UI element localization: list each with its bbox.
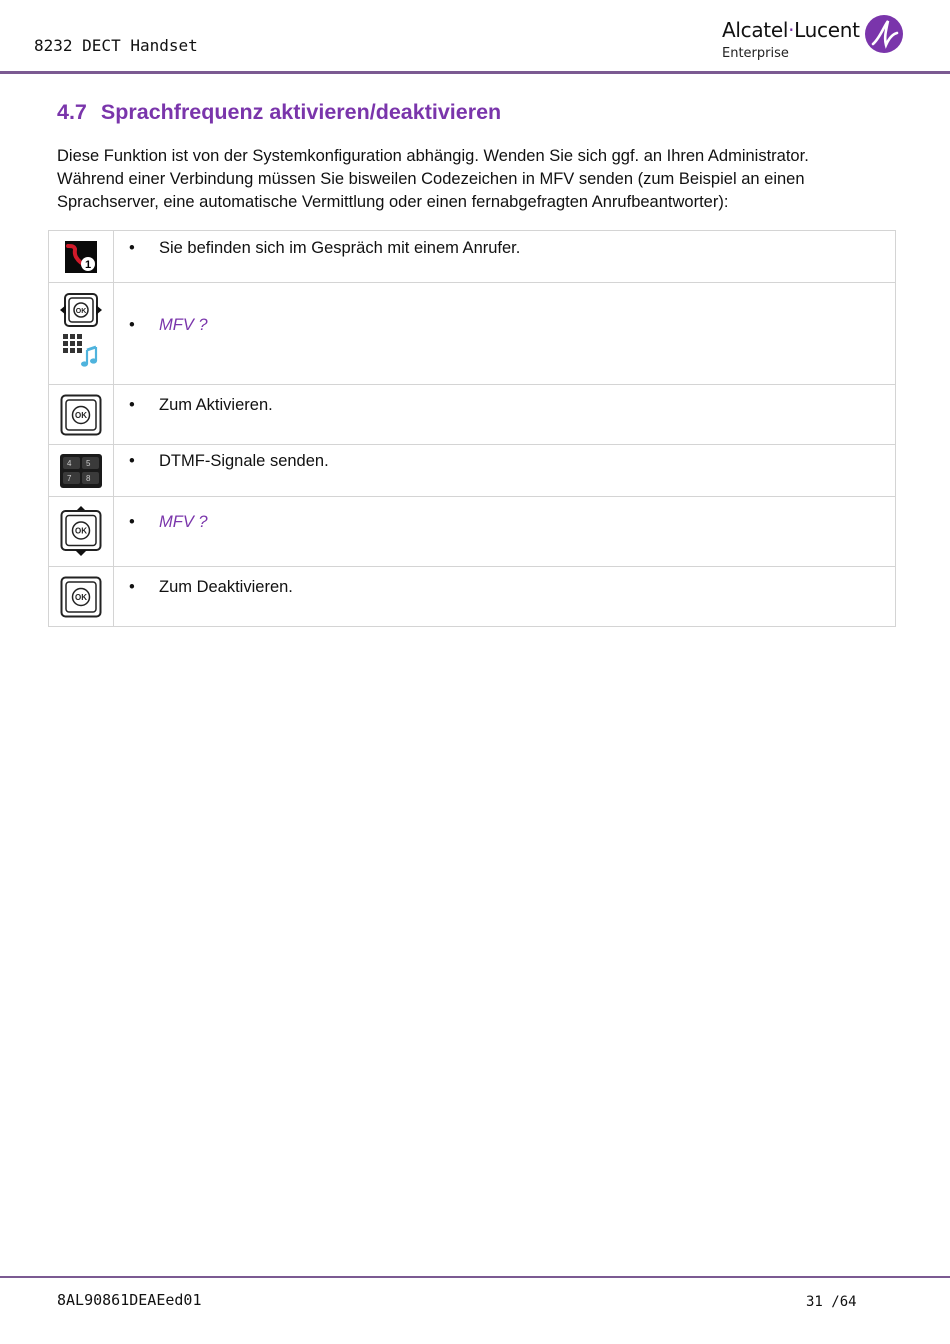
ok-key-icon xyxy=(60,394,102,436)
header-divider xyxy=(0,71,950,74)
step-line xyxy=(129,513,208,532)
step-line xyxy=(129,239,520,258)
text-cell xyxy=(114,283,896,385)
brand-logo xyxy=(720,14,910,66)
step-text: Zum Aktivieren. xyxy=(159,396,273,414)
ok-up-down-icon xyxy=(60,505,102,557)
logo-brand-dot: · xyxy=(788,18,795,42)
step-line xyxy=(129,316,208,335)
logo-wordmark xyxy=(722,18,860,42)
ok-label: OK xyxy=(75,526,87,536)
table-row xyxy=(49,445,896,497)
page-number: 31 /64 xyxy=(806,1294,857,1310)
dial-keypad-icon xyxy=(60,454,102,488)
icon-cell xyxy=(49,445,114,497)
page-header xyxy=(0,0,950,76)
text-cell xyxy=(114,567,896,627)
step-line xyxy=(129,578,293,597)
table-row xyxy=(49,231,896,283)
steps-table xyxy=(48,230,896,627)
bullet: • xyxy=(129,452,135,470)
step-text: Sie befinden sich im Gespräch mit einem Anrufer. xyxy=(159,239,521,257)
keypad-digit: 8 xyxy=(86,474,91,483)
document-id: 8AL90861DEAEed01 xyxy=(57,1291,202,1309)
ok-key-icon xyxy=(60,576,102,618)
logo-subtitle: Enterprise xyxy=(722,46,789,61)
intro-paragraph xyxy=(57,145,897,215)
keypad-digit: 4 xyxy=(67,459,72,468)
text-cell xyxy=(114,497,896,567)
bullet: • xyxy=(129,239,135,257)
logo-brand-left: Alcatel xyxy=(722,18,789,42)
icon-cell xyxy=(49,385,114,445)
logo-brand-right: Lucent xyxy=(794,18,860,42)
bullet: • xyxy=(129,316,135,334)
document-title: 8232 DECT Handset xyxy=(34,36,198,55)
text-cell xyxy=(114,231,896,283)
step-text: Zum Deaktivieren. xyxy=(159,578,293,596)
step-text: DTMF-Signale senden. xyxy=(159,452,329,470)
keypad-digit: 5 xyxy=(86,459,91,468)
menu-item-mfv: MFV ? xyxy=(159,316,208,334)
menu-item-mfv: MFV ? xyxy=(159,513,208,531)
icon-cell xyxy=(49,497,114,567)
footer-divider xyxy=(0,1276,950,1278)
intro-line: Diese Funktion ist von der Systemkonfiguration abhängig. Wenden Sie sich ggf. an Ihren Administrator. xyxy=(57,147,809,165)
ok-label: OK xyxy=(75,593,87,602)
intro-line: Während einer Verbindung müssen Sie bisweilen Codezeichen in MFV senden (zum Beispiel an einen xyxy=(57,170,805,189)
icon-cell xyxy=(49,567,114,627)
ok-label: OK xyxy=(75,411,87,420)
table-row xyxy=(49,385,896,445)
keypad-digit: 7 xyxy=(67,474,72,483)
section-title: Sprachfrequenz aktivieren/deaktivieren xyxy=(100,100,502,124)
step-line xyxy=(129,396,273,415)
step-line xyxy=(129,452,329,471)
icon-cell xyxy=(49,231,114,283)
bullet: • xyxy=(129,513,135,531)
text-cell xyxy=(114,385,896,445)
table-row xyxy=(49,283,896,385)
table-row xyxy=(49,497,896,567)
section-heading xyxy=(57,100,501,125)
bullet: • xyxy=(129,578,135,596)
table-row xyxy=(49,567,896,627)
ok-label: OK xyxy=(75,308,87,315)
intro-line: Sprachserver, eine automatische Vermittlung oder einen fernabgefragten Anrufbeantworter): xyxy=(57,193,729,212)
active-call-icon xyxy=(64,240,98,274)
ok-left-right-keypad-music-icon xyxy=(59,292,103,372)
text-cell xyxy=(114,445,896,497)
bullet: • xyxy=(129,396,135,414)
call-badge-number: 1 xyxy=(84,259,92,271)
section-number: 4.7 xyxy=(57,100,87,124)
icon-cell xyxy=(49,283,114,385)
alcatel-lucent-logo-icon xyxy=(864,14,904,54)
